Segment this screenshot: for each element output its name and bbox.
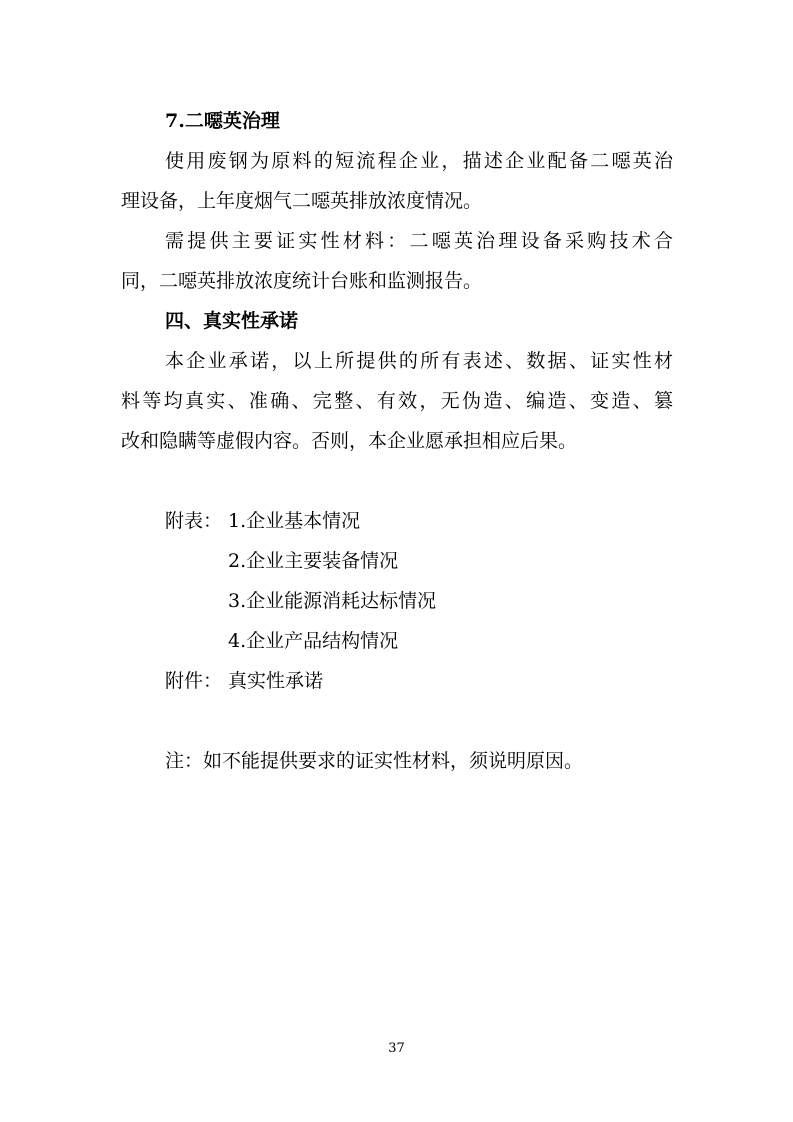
paragraph-line: 使用废钢为原料的短流程企业，描述企业配备二噁英治 xyxy=(165,150,673,172)
section-heading-authenticity: 四、真实性承诺 xyxy=(165,310,299,332)
attached-tables-label: 附表： xyxy=(165,510,223,532)
paragraph-line: 料等均真实、准确、完整、有效，无伪造、编造、变造、篡 xyxy=(121,390,673,412)
paragraph-line: 同，二噁英排放浓度统计台账和监测报告。 xyxy=(121,270,483,292)
attached-table-item: 2.企业主要装备情况 xyxy=(228,550,399,572)
paragraph-line: 本企业承诺，以上所提供的所有表述、数据、证实性材 xyxy=(165,350,673,372)
attached-table-item: 4.企业产品结构情况 xyxy=(228,630,399,652)
attached-table-item: 1.企业基本情况 xyxy=(228,510,361,532)
note: 注：如不能提供要求的证实性材料，须说明原因。 xyxy=(165,750,584,772)
annex-label: 附件： xyxy=(165,670,223,692)
paragraph-line: 改和隐瞒等虚假内容。否则，本企业愿承担相应后果。 xyxy=(121,430,578,452)
page-number: 37 xyxy=(388,1041,405,1056)
section-heading-dioxin: 7.二噁英治理 xyxy=(165,110,280,132)
attached-table-item: 3.企业能源消耗达标情况 xyxy=(228,590,437,612)
paragraph-line: 理设备，上年度烟气二噁英排放浓度情况。 xyxy=(121,190,483,212)
paragraph-line: 需提供主要证实性材料：二噁英治理设备采购技术合 xyxy=(165,230,673,252)
annex-item: 真实性承诺 xyxy=(228,670,324,692)
